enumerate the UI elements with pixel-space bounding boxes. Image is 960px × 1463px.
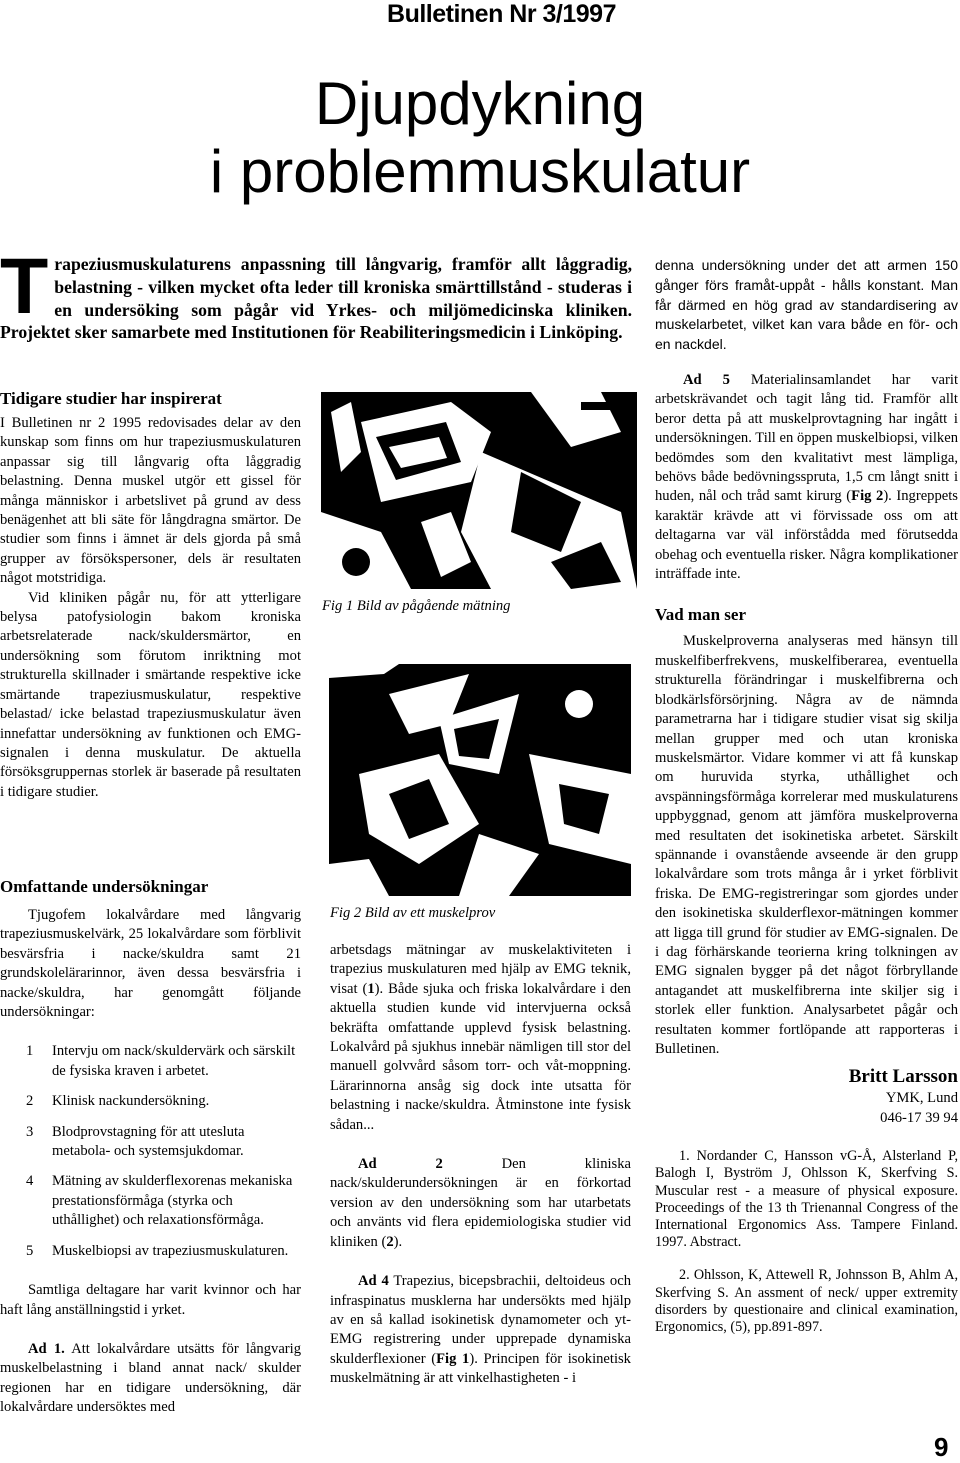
body-paragraph: Muskelproverna analyseras med hänsyn till muskelfiberfrekvens, muskelfiberarea, eventuella strukturella förändringar i muskelfibrerna och blodkärlsförsörjning. Några av de nämnda parametrarna har i tidigare studier visat sig skilja mellan grupper med och utan kroniska muskelsmärtor. Vidare kommer vi att få kunskap om huruvida styrka, uthållighet och avspänningsförmåga korrelerar med muskulaturens uppbyggnad, genom att jämföra muskelproverna med resultaten det isokinetiska arbetet. Särskilt spännande i ovanstående avseende är den grupp lokalvårdare som trots många år i yrket förblivit friska. De EMG-registreringar som gjordes under den isokinetiska skulderflexor-mätningen kommer att ligga till grund för studier av EMG-signalen. De i dag förhärskande teorierna kring tolkningen av EMG signalen bygger på det något förbryllande antagandet att muskelfibrerna inte skiljer sig i storlek eller funktion. Analysarbetet pågår och resultaten kommer fortlöpande att rapporteras i Bulletinen. <box>655 633 958 1057</box>
section-heading-examinations: Omfattande undersökningar <box>0 877 209 896</box>
author-phone: 046-17 39 94 <box>880 1109 958 1126</box>
column-1-lower <box>0 876 301 1418</box>
list-item: 5 Muskelbiopsi av trapeziusmuskulaturen. <box>26 1242 289 1259</box>
body-paragraph: Tjugofem lokalvårdare med långvarig trapeziusmuskelvärk, 25 lokalvårdare som förblivit besvärsfria i nacke/skuldra samt 21 grundskolelärarinnor, även dessa besvärsfria i nacke/skuldra, har genomgått följande undersökningar: <box>0 907 301 1021</box>
drop-cap: T <box>0 241 49 330</box>
body-paragraph: Ad 5 Materialinsamlandet har varit arbetskrävandet och tagit lång tid. Framför allt beror detta på att muskelprovtagning har ingått i undersökningen. Till en öppen muskelbiopsi, vilken bedömdes som den kvalitativt mest lämpliga, behövs både bedövningsspruta, 1,5 cm långt snitt i huden, nål och tråd samt kirurg (Fig 2). Ingreppets karaktär krävde att vi förvissade oss om att deltagarna var väl införstådda med förutsedda obehag och eventuella risker. Några komplikationer inträffade inte. <box>655 372 958 583</box>
references <box>655 1148 958 1336</box>
section-heading-previous-studies: Tidigare studier har inspirerat <box>0 389 222 408</box>
page-number: 9 <box>934 1432 949 1462</box>
list-item: 3 Blodprovstagning för att utesluta metabola- och systemsjukdomar. <box>26 1123 245 1160</box>
list-item: 1 Intervju om nack/skuldervärk och särskilt de fysiska kraven i arbetet. <box>26 1043 296 1079</box>
list-item: 2 Klinisk nackundersökning. <box>26 1093 210 1110</box>
body-paragraph: Vid kliniken pågår nu, för att ytterligare belysa patofysiologin bakom kroniska arbetsrelaterade nack/skuldersmärtor, en undersökning som förutom inriktning mot strukturella skillnader i smärtande respektive icke smärtande trapeziusmuskulatur, respektive belastad/ icke belastad trapeziusmuskulatur även innefattar undersökning av funktionen och EMG-signalen i denna muskulatur. De aktuella försöksgruppernas storlek är baserade på resultaten i tidigare studier. <box>0 589 301 800</box>
body-paragraph: Ad 4 Trapezius, bicepsbrachii, deltoideus och infraspinatus musklerna har undersökts med hjälp av en så kallad isokinetisk dynamometer och yt-EMG registrering under upprepade dynamiska skulderflexioner (Fig 1). Principen för isokinetisk muskelmätning är att vinkelhastigheten - i <box>330 1273 631 1387</box>
title-line-2: i problemmuskulatur <box>209 138 751 205</box>
lede-text: rapeziusmuskulaturens anpassning till långvarig, framför allt låggradig, belastning - vilken mycket ofta leder till kroniska smärttillstånd - studeras i en undersöking som pågår vid Yrkes- och miljömedicinska kliniken. Projektet sker samarbete med Institutionen för Reabiliteringsmedicin i Linköping. <box>0 254 632 343</box>
column-2 <box>330 941 631 1389</box>
figure-1-photo <box>321 392 637 589</box>
lede-paragraph <box>0 241 632 344</box>
column-3-top <box>655 256 958 355</box>
running-head: Bulletinen Nr 3/1997 <box>387 0 616 28</box>
author-name: Britt Larsson <box>848 1066 958 1088</box>
author-affiliation: YMK, Lund <box>885 1090 958 1107</box>
figure-2-photo <box>329 664 631 896</box>
body-paragraph: I Bulletinen nr 2 1995 redovisades delar av den kunskap som finns om hur trapeziusmuskulaturen anpassar sig till långvarig ofta låggradig belastning. Denna muskel utgör ett gissel för många människor i arbetslivet på grund av dess benägenhet att bli säte för långdragna smärtor. De studier som finns i ämnet är dels gjorda på små grupper av försökspersoner, dels är resultaten något motstridiga. <box>0 415 301 587</box>
figure-1-caption: Fig 1 Bild av pågående mätning <box>322 598 511 614</box>
column-1 <box>0 388 301 802</box>
signature-block <box>655 1065 958 1128</box>
figure-2-caption: Fig 2 Bild av ett muskelprov <box>330 905 496 921</box>
reference-item: 1. Nordander C, Hansson vG-Å, Alsterland P, Balogh I, Byström J, Ohlsson K, Skerfving S. Muscular rest - a measure of physical exposure. Proceedings of the 13 th Trienannal Congress of the International Ergonomics Ass. Tampere Finland. 1997. Abstract. <box>655 1148 958 1251</box>
article-title <box>0 70 960 206</box>
column-3 <box>655 371 958 1336</box>
body-paragraph: Ad 2 Den kliniska nack/skulderundersökningen är en förkortad version av den undersökning som har utarbetats och använts vid flera epidemiologiska studier vid kliniken (2). <box>330 1156 631 1250</box>
body-paragraph: Samtliga deltagare har varit kvinnor och har haft lång anställningstid i yrket. <box>0 1282 301 1318</box>
body-paragraph: Ad 1. Att lokalvårdare utsätts för långvarig muskelbelastning i bland annat nack/ skulder regionen har en tidigare undersökning, där lokalvårdare undersöktes med <box>0 1340 302 1416</box>
body-paragraph: denna undersökning under det att armen 150 gånger förs framåt-uppåt - hålls konstant. Man får därmed en hög grad av standardisering av muskelarbetet, vilket kan vara både en för- och en nackdel. <box>655 257 958 353</box>
body-paragraph: arbetsdags mätningar av muskelaktiviteten i trapezius muskulaturen med hjälp av EMG teknik, visat (1). Både sjuka och friska lokalvårdare i den aktuella studien kunde vid intervjuerna också bekräfta omfattande upplevd fysisk belastning. Lokalvård på sjukhus innebär nämligen till stor del manuell golvvård såsom torr- och våt-moppning. Lärarinnorna ansåg sig dock inte utsatta för belastning i nacke/skuldra. Åtminstone inte fysisk sådan... <box>330 942 631 1133</box>
list-item: 4 Mätning av skulderflexorenas mekaniska prestationsförmåga (styrka och uthållighet) och relaxationsförmåga. <box>26 1173 293 1229</box>
section-heading-what-we-see: Vad man ser <box>655 605 746 625</box>
reference-item: 2. Ohlsson, K, Attewell R, Johnsson B, Ahlm A, Skerfving S. An assment of neck/ upper extremity disorders by questionaire and clinical examination, Ergonomics, (5), pp.891-897. <box>655 1267 958 1336</box>
title-line-1: Djupdykning <box>314 70 646 137</box>
examination-list <box>0 1042 301 1261</box>
